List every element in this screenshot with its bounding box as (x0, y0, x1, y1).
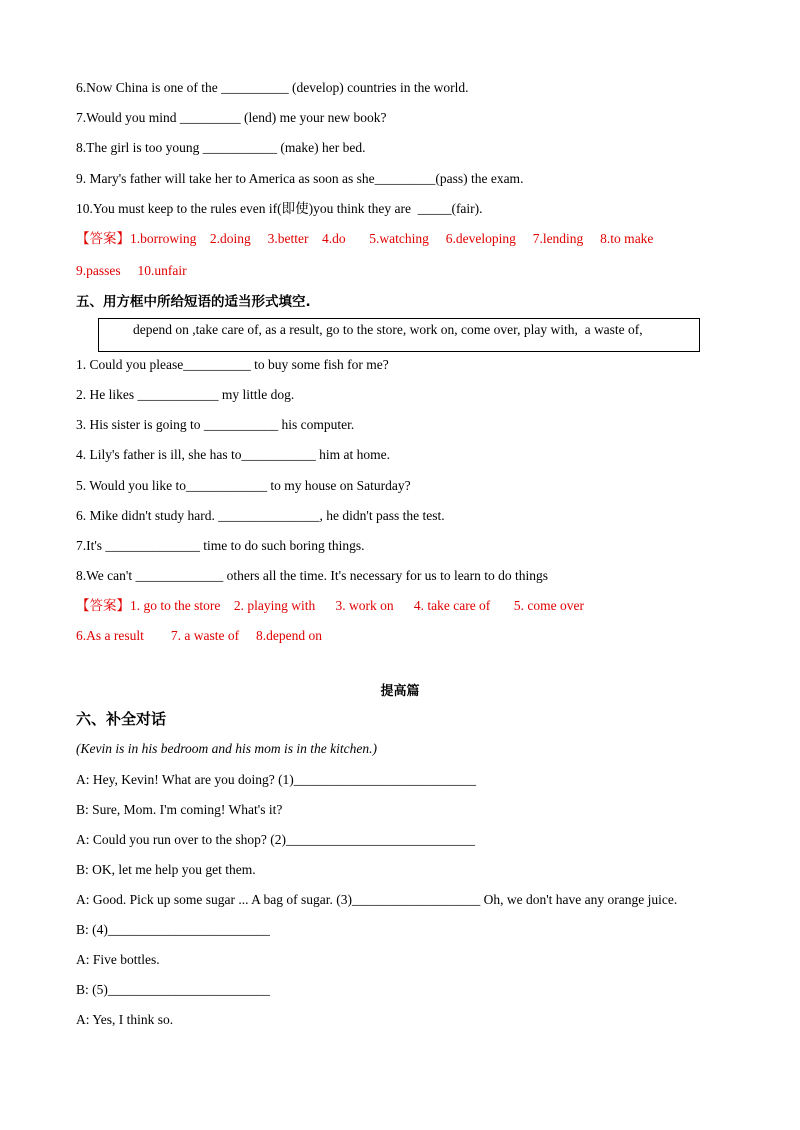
question-8: 8.The girl is too young ___________ (make) her bed. (76, 140, 366, 155)
answer-key-line-2: 9.passes 10.unfair (76, 263, 187, 278)
dialogue-context: (Kevin is in his bedroom and his mom is in the kitchen.) (76, 741, 377, 756)
dialogue-line: A: Hey, Kevin! What are you doing? (1)___________________________ (76, 772, 477, 787)
dialogue-line: A: Could you run over to the shop? (2)____________________________ (76, 832, 475, 847)
question-9: 9. Mary's father will take her to America as soon as she_________(pass) the exam. (76, 171, 524, 186)
answer-key-line-1: 【答案】1. go to the store 2. playing with 3. work on 4. take care of 5. come over (76, 598, 585, 613)
question-7: 7.Would you mind _________ (lend) me your new book? (76, 110, 387, 125)
fill-question-8: 8.We can't _____________ others all the time. It's necessary for us to learn to do things (76, 568, 549, 583)
phrase-box-text: depend on ,take care of, as a result, go to the store, work on, come over, play with, a waste of, (133, 322, 643, 337)
answer-key-line-1: 【答案】1.borrowing 2.doing 3.better 4.do 5.watching 6.developing 7.lending 8.to make (76, 231, 654, 246)
question-10: 10.You must keep to the rules even if(即使)you think they are _____(fair). (76, 201, 483, 216)
section-6-heading: 六、补全对话 (76, 710, 167, 728)
answer-key-line-2: 6.As a result 7. a waste of 8.depend on (76, 628, 322, 643)
advanced-title: 提高篇 (380, 684, 420, 699)
dialogue-line: A: Yes, I think so. (76, 1012, 174, 1027)
fill-question-4: 4. Lily's father is ill, she has to___________ him at home. (76, 447, 391, 462)
fill-question-1: 1. Could you please__________ to buy some fish for me? (76, 357, 389, 372)
dialogue-line: B: Sure, Mom. I'm coming! What's it? (76, 802, 283, 817)
dialogue-line: A: Good. Pick up some sugar ... A bag of sugar. (3)___________________ Oh, we don't have any orange juice. (76, 892, 678, 907)
question-6: 6.Now China is one of the __________ (develop) countries in the world. (76, 80, 469, 95)
fill-question-7: 7.It's ______________ time to do such boring things. (76, 538, 365, 553)
phrase-box (98, 318, 700, 352)
fill-question-6: 6. Mike didn't study hard. _______________, he didn't pass the test. (76, 508, 445, 523)
dialogue-line: B: (4)________________________ (76, 922, 270, 937)
section-5-heading: 五、用方框中所给短语的适当形式填空. (76, 294, 311, 310)
dialogue-line: B: (5)________________________ (76, 982, 270, 997)
fill-question-5: 5. Would you like to____________ to my house on Saturday? (76, 478, 411, 493)
fill-question-2: 2. He likes ____________ my little dog. (76, 387, 295, 402)
dialogue-line: B: OK, let me help you get them. (76, 862, 256, 877)
fill-question-3: 3. His sister is going to ___________ his computer. (76, 417, 355, 432)
dialogue-line: A: Five bottles. (76, 952, 160, 967)
